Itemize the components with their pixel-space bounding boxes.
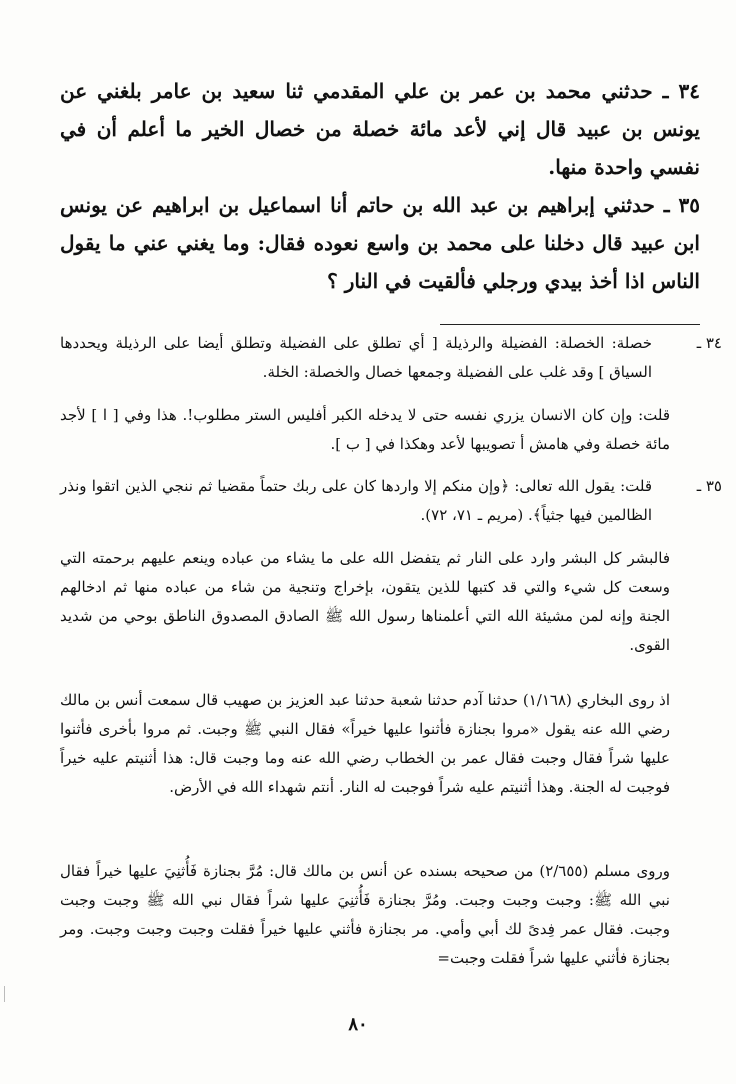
scan-edge-mark: [4, 986, 11, 1002]
footnote-separator: [440, 324, 700, 325]
footnote-35-commentary: فالبشر كل البشر وارد على النار ثم يتفضل الله على ما يشاء من عباده وينعم عليهم برحمته التي وسعت كل شيء والتي قد كتبها للذين يتقون، بإخراج وتنجية من شاء من عباده منها ثم ادخالهم الجنة وإنه لمن مشيئة الله التي أعلمناها رسول الله ﷺ الصادق المصدوق الناطق بوحي من شديد القوى.: [60, 549, 670, 654]
footnote-34-text: خصلة: الخصلة: الفضيلة والرذيلة [ أي تطلق على الفضيلة وتطلق أيضا على الرذيلة ويحددها السياق ] وقد غلب على الفضيلة وجمعها خصال والخصلة: الخلة.: [60, 334, 652, 381]
footnote-34-comment: قلت: وإن كان الانسان يزري نفسه حتى لا يدخله الكبر أفليس الستر مطلوب!. هذا وفي [ ا ] لأجد مائة خصلة وفي هامش أ تصويبها لأعد وهكذا في [ ب ].: [60, 406, 670, 453]
footnote-35-bukhari: اذ روى البخاري (١/١٦٨) حدثنا آدم حدثنا شعبة حدثنا عبد العزيز بن صهيب قال سمعت أنس بن مالك رضي الله عنه يقول «مروا بجنازة فأثنوا عليها خيراً» فقال النبي ﷺ وجبت. ثم مروا بأخرى فأثنوا عليها شراً فقال وجبت فقال عمر بن الخطاب رضي الله عنه وما وجبت قال: هذا أثنيتم عليه خيراً فوجبت له الجنة. وهذا أثنيتم عليه شراً فوجبت له النار. أنتم شهداء الله في الأرض.: [60, 691, 671, 796]
footnote-35-text: قلت: يقول الله تعالى: ﴿وإن منكم إلا واردها كان على ربك حتماً مقضيا ثم ننجي الذين اتقوا ونذر الظالمين فيها جثياً﴾. (مريم ـ ٧١، ٧٢).: [60, 477, 652, 524]
footnote-35-muslim: وروى مسلم (٢/٦٥٥) من صحيحه بسنده عن أنس بن مالك قال: مُرَّ بجنازة فَأُثنِيَ عليها خيراً فقال نبي الله ﷺ: وجبت وجبت وجبت. ومُرَّ بجنازة فَأُثنِيَ عليها شراً فقال نبي الله ﷺ وجبت وجبت وجبت. فقال عمر فِدىً لك أبي وأمي. مر بجنازة فأثني عليها خيراً فقلت وجبت وجبت وجبت. ومر بجنازة فأثني عليها شراً فقلت وجبت=: [60, 862, 670, 967]
paragraph-35: ٣٥ ـ حدثني إبراهيم بن عبد الله بن حاتم أنا اسماعيل بن ابراهيم عن يونس ابن عبيد قال دخلنا على محمد بن واسع نعوده فقال: وما يغني عني ما يقول الناس اذا أخذ بيدي ورجلي فألقيت في النار ؟: [60, 193, 700, 293]
footnote-35-number: ٣٥ ـ: [696, 477, 722, 495]
footnote-34-number: ٣٤ ـ: [696, 334, 722, 352]
paragraph-34: ٣٤ ـ حدثني محمد بن عمر بن علي المقدمي ثنا سعيد بن عامر بلغني عن يونس بن عبيد قال إني لأعد مائة خصلة من خصال الخير ما أعلم أن في نفسي واحدة منها.: [60, 79, 700, 179]
page-number: ٨٠: [348, 1014, 368, 1035]
